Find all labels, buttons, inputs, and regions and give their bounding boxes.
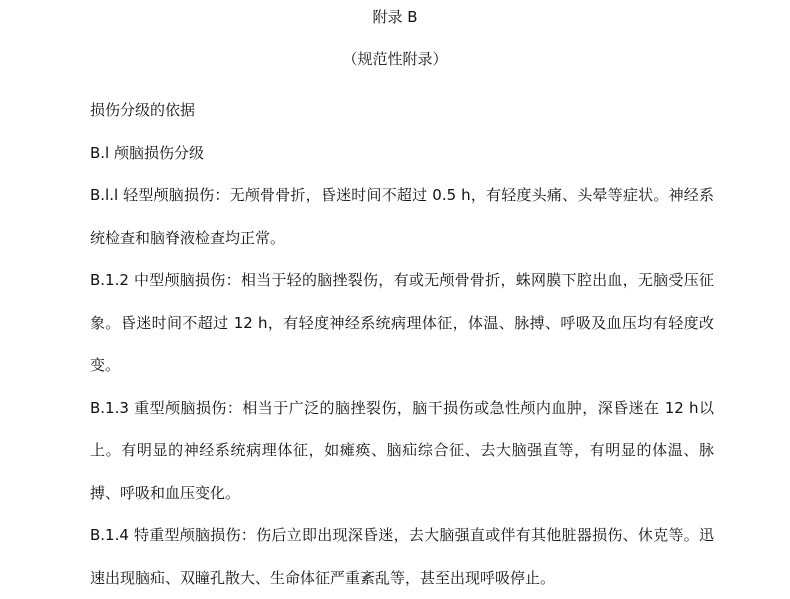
paragraph-critical-injury: B.1.4 特重型颅脑损伤：伤后立即出现深昏迷，去大脑强直或伴有其他脏器损伤、休克等。迅速出现脑疝、双瞳孔散大、生命体征严重紊乱等，甚至出现呼吸停止。 — [90, 526, 714, 587]
document-body — [90, 89, 714, 599]
appendix-title: 附录 B — [372, 8, 418, 26]
paragraph-mild-injury: B.l.l 轻型颅脑损伤：无颅骨骨折，昏迷时间不超过 0.5 h，有轻度头痛、头晕等症状。神经系统检查和脑脊液检查均正常。 — [90, 186, 714, 247]
paragraph-severe-injury: B.1.3 重型颅脑损伤：相当于广泛的脑挫裂伤，脑干损伤或急性颅内血肿，深昏迷在 12 h以上。有明显的神经系统病理体征，如瘫痪、脑疝综合征、去大脑强直等，有明显的体温、脉搏、呼吸和血压变化。 — [90, 398, 714, 502]
appendix-subtitle: （规范性附录） — [342, 50, 448, 68]
paragraph-moderate-injury: B.1.2 中型颅脑损伤：相当于轻的脑挫裂伤，有或无颅骨骨折，蛛网膜下腔出血，无脑受压征象。昏迷时间不超过 12 h，有轻度神经系统病理体征，体温、脉搏、呼吸及血压均有轻度改变。 — [90, 271, 714, 374]
section-heading: B.l 颅脑损伤分级 — [90, 143, 204, 162]
intro-text: 损伤分级的依据 — [90, 101, 196, 119]
